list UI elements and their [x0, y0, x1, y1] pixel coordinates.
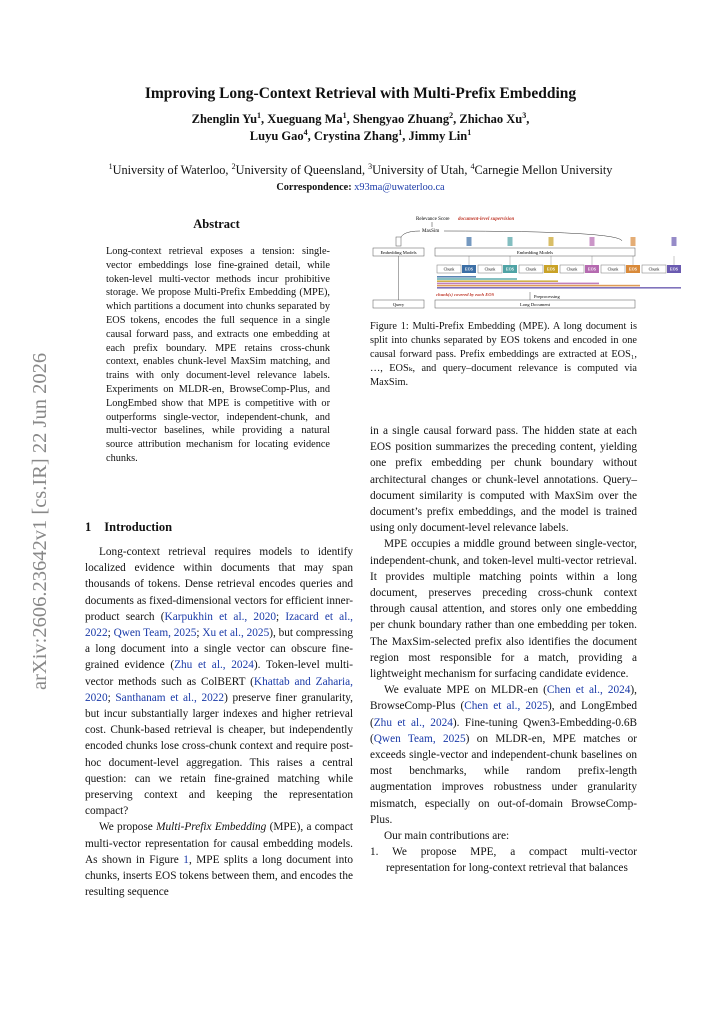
contribution-item-1: 1. We propose MPE, a compact multi-vector representation for long-context retrieval that balances [370, 846, 637, 875]
query-label: Query [392, 301, 405, 307]
author-name: Jimmy Lin$^1$ [408, 127, 472, 143]
correspondence [0, 182, 721, 193]
section-heading [85, 520, 172, 535]
affiliation-item: $^2$University of Queensland [231, 161, 362, 177]
long-document-label: Long Document [520, 301, 550, 307]
intro-paragraph-1 [85, 544, 353, 819]
text-run: ). Fine-tuning Qwen3-Embedding-0.6B ( [370, 716, 638, 745]
chunk-label: Chunk [525, 266, 537, 272]
text-run: ; [107, 627, 114, 640]
author-name: Xueguang Ma$^1$ [267, 110, 347, 126]
correspondence-email[interactable]: x93ma@uwaterloo.ca [354, 182, 445, 193]
eos-label: EOS [628, 266, 638, 272]
left-column-body [85, 544, 353, 900]
affiliation-item: $^1$University of Waterloo [108, 161, 226, 177]
author-list: Zhenglin Yu$^1$, Xueguang Ma$^1$, Shengyao Zhuang$^2$, Zhichao Xu$^3$, Luyu Gao$^4$, Crystina Zhang$^1$, Jimmy Lin$^1$ [191, 110, 530, 143]
section-number: 1 [85, 520, 92, 534]
author-affiliation-mark: 3 [522, 110, 527, 120]
left-embedding-model-label: Embedding Models [380, 249, 417, 255]
chunk-label: Chunk [484, 266, 496, 272]
text-run: ) on MLDR-en, MPE matches or exceeds single-vector and independent-chunk baselines on most benchmarks, while random prefix-length augmentation improves robustness under granularity mismatch, especially on out-of-domain BrowseComp-Plus. [370, 732, 637, 826]
preprocessing-label: Preprocessing [534, 294, 560, 299]
affiliations: $^1$University of Waterloo, $^2$University of Queensland, $^3$University of Utah, $^4$Carnegie Mellon University [108, 161, 613, 177]
arxiv-id: arXiv:2606.23642v1 [cs.IR] 22 Jun 2026 [29, 352, 51, 690]
text-run: ), BrowseComp-Plus ( [370, 684, 638, 713]
text-run: , MPE splits a long document into chunks, inserts EOS tokens between them, and encodes the resulting sequence [85, 853, 354, 899]
citation-link[interactable]: Chen et al., 2025 [464, 700, 549, 713]
text-run: ) preserve finer granularity, but incur substantially larger indexes and higher retrieval cost. Chunk-based retrieval is cheaper, but independently encoded chunks lose cross-chunk context and require post-hoc document-level aggregation. This raises a central question: can we retain fine-grained matching while preserving context and keeping the representation compact? [85, 691, 354, 818]
author-affiliation-mark: 2 [449, 110, 454, 120]
citation-link[interactable]: Izacard et al., 2022 [85, 610, 353, 640]
intro-paragraph-2 [85, 819, 353, 900]
author-name: Luyu Gao$^4$ [249, 127, 308, 143]
chunk-label: Chunk [648, 266, 660, 272]
abstract-text: Long-context retrieval exposes a tension: single-vector embeddings lose fine-grained detail, while token-level multi-vector methods incur prohibitive storage. We propose Multi-Prefix Embedding (MPE), which partitions a document into chunks separated by EOS tokens, encodes the full sequence in a single causal forward pass, and extracts one embedding at each prefix boundary. MPE retains cross-chunk context, enables chunk-level MaxSim matching, and trains with only document-level relevance labels. Experiments on MLDR-en, BrowseComp-Plus, and LongEmbed show that MPE is competitive with or outperforms single-vector, independent-chunk, and multi-vector baselines, while providing a natural source attribution mechanism for locating evidence chunks. [106, 246, 330, 464]
text-run: ; [196, 627, 203, 640]
author-name: Zhichao Xu$^3$ [459, 110, 527, 126]
relevance-score-label: Relevance Score [416, 217, 450, 222]
text-run: ; [107, 691, 116, 704]
coverage-bar [437, 287, 681, 289]
author-name: Zhenglin Yu$^1$ [191, 110, 262, 126]
citation-link[interactable]: Khattab and Zaharia, 2020 [85, 675, 353, 704]
prefix-embedding [549, 237, 554, 246]
text-run: We evaluate MPE on MLDR-en ( [384, 684, 547, 697]
abstract-heading: Abstract [193, 217, 240, 231]
right-embedding-model-label: Embedding Models [516, 249, 554, 255]
text-run: ). Token-level multi-vector methods such as ColBERT ( [85, 659, 353, 688]
eos-label: EOS [587, 266, 597, 272]
coverage-bar [437, 276, 476, 278]
author-affiliation-mark: 1 [467, 127, 472, 137]
prefix-embedding [508, 237, 513, 246]
citation-link[interactable]: 1 [183, 853, 189, 866]
author-affiliation-mark: 1 [342, 110, 347, 120]
arxiv-stamp [14, 300, 58, 700]
right-column-body [370, 423, 637, 877]
figure-caption: Figure 1: Multi-Prefix Embedding (MPE). A long document is split into chunks separated by EOS tokens and encoded in one causal forward pass. Prefix embeddings are extracted at EOS₁, …, EOSₖ, and query–document relevance is computed via MaxSim. [370, 321, 637, 388]
figure-1 [370, 212, 679, 314]
emphasis-text: Multi-Prefix Embedding [156, 821, 267, 834]
right-paragraph-1: in a single causal forward pass. The hidden state at each EOS position summarizes the preceding content, yielding one prefix embedding per chunk boundary without architectural changes or chunk-level annotations. Query–document similarity is computed with MaxSim over the document’s prefix embeddings, and the model is trained using only document-level relevance labels. [370, 425, 637, 535]
citation-link[interactable]: Zhu et al., 2024 [174, 659, 254, 672]
chunk-label: Chunk [607, 266, 619, 272]
eos-label: EOS [669, 266, 679, 272]
affiliation-item: $^3$University of Utah [368, 161, 465, 177]
author-name: Crystina Zhang$^1$ [313, 127, 403, 143]
paper-title: Improving Long-Context Retrieval with Multi-Prefix Embedding [144, 85, 577, 102]
eos-label: EOS [505, 266, 515, 272]
citation-link[interactable]: Qwen Team, 2025 [373, 732, 466, 745]
author-name: Shengyao Zhuang$^2$ [352, 110, 454, 126]
author-affiliation-mark: 1 [257, 110, 262, 120]
citation-link[interactable]: Santhanam et al., 2022 [115, 691, 225, 704]
text-run: We propose [99, 821, 157, 834]
correspondence-label: Correspondence: [276, 182, 352, 193]
coverage-bar [437, 280, 558, 282]
text-run: ), and LongEmbed ( [370, 700, 637, 729]
coverage-bar [437, 283, 599, 285]
citation-link[interactable]: Zhu et al., 2024 [373, 716, 453, 729]
citation-link[interactable]: Xu et al., 2025 [202, 627, 270, 640]
maxsim-label: MaxSim [422, 229, 440, 234]
coverage-bar [437, 278, 517, 280]
right-paragraph-3 [370, 682, 637, 828]
contributions-intro: Our main contributions are: [384, 830, 510, 843]
prefix-embedding [590, 237, 595, 246]
chunk-sequence [437, 265, 681, 273]
supervision-label: document-level supervision [458, 217, 515, 222]
text-run: ), but compressing a long document into a single vector can obscure fine-grained evidence ( [85, 627, 354, 672]
prefix-embedding [672, 237, 677, 246]
text-run: ; [276, 610, 286, 623]
coverage-bars [437, 276, 681, 289]
query-embedding [396, 237, 401, 246]
prefix-embedding [467, 237, 472, 246]
text-run: Long-context retrieval requires models to identify localized evidence within documents that may span thousands of tokens. Dense retrieval encodes queries and documents as fixed-dimensional vectors for efficient inner-product search ( [85, 546, 353, 623]
coverage-bar [437, 285, 640, 287]
chunk-label: Chunk [566, 266, 578, 272]
author-affiliation-mark: 4 [303, 127, 308, 137]
citation-link[interactable]: Chen et al., 2024 [546, 684, 631, 697]
citation-link[interactable]: Qwen Team, 2025 [113, 627, 197, 640]
affiliation-item: $^4$Carnegie Mellon University [470, 161, 613, 177]
text-run: (MPE), a compact multi-vector representation for causal embedding models. As shown in Figure [85, 821, 354, 866]
section-title: Introduction [104, 520, 173, 534]
prefix-embedding [631, 237, 636, 246]
eos-label: EOS [546, 266, 556, 272]
author-affiliation-mark: 1 [398, 127, 403, 137]
chunk-label: Chunk [443, 266, 455, 272]
coverage-label: chunk(s) covered by each EOS [436, 292, 495, 297]
eos-label: EOS [464, 266, 474, 272]
right-paragraph-2: MPE occupies a middle ground between single-vector, independent-chunk, and token-level multi-vector retrieval. It provides multiple matching points within a long document, preserves preceding cross-chunk context through causal attention, and stores only one embedding per chunk boundary rather than one embedding per token. The MaxSim-selected prefix also identifies the document region most responsible for a match, providing a lightweight mechanism for surfacing candidate evidence. [370, 538, 637, 681]
citation-link[interactable]: Karpukhin et al., 2020 [164, 610, 277, 623]
